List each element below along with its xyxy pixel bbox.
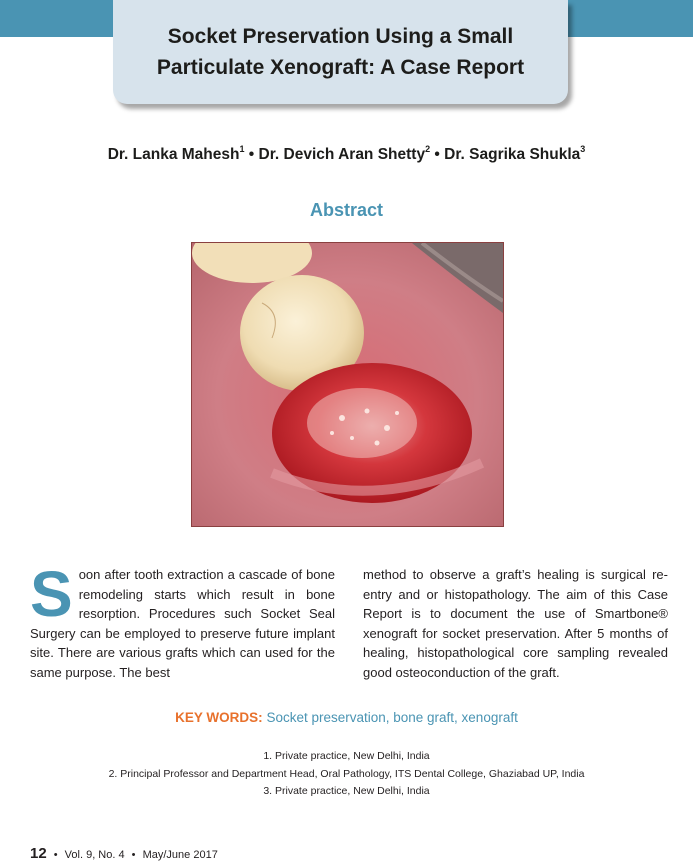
affiliation-item: 2. Principal Professor and Department Head, Oral Pathology, ITS Dental College, Ghaziabad UP, India [108,767,585,780]
keywords-line [0,710,693,725]
author-name: Dr. Devich Aran Shetty [258,146,426,163]
affiliations [0,748,693,801]
keywords-label: KEY WORDS: [175,710,263,725]
affiliation-item: 1. Private practice, New Delhi, India [263,750,430,762]
article-title-line-1: Socket Preservation Using a Small [167,25,514,48]
author-list [0,146,693,164]
page-footer [30,845,222,862]
volume-info: Vol. 9, No. 4 [64,849,125,861]
footer-separator: • [53,849,58,861]
author-affiliation-marker: 1 [239,144,245,154]
footer-separator: • [131,849,136,861]
issue-date: May/June 2017 [142,849,218,861]
article-title-line-2: Particulate Xenograft: A Case Report [156,56,525,79]
abstract-heading: Abstract [309,200,384,220]
clinical-photo [191,242,504,527]
author-separator: • [430,146,445,163]
title-box [113,0,568,104]
abstract-column-left [30,558,335,682]
abstract-text-left: oon after tooth extraction a cascade of bone remodeling starts which result in bone resorption. Procedures such Socket Seal Surgery can be employed to preserve future implant site. There are various grafts which can used for the same purpose. The best [30,567,335,680]
drop-cap: S [30,558,73,630]
author-affiliation-marker: 3 [580,144,586,154]
author-separator: • [244,146,259,163]
abstract-column-right: method to observe a graft’s healing is surgical re-entry and or histopathology. The aim of this Case Report is to document the use of Smartbone® xenograft for socket preservation. After 5 months of healing, histopathological core sampling revealed good osteoconduction of the graft. [363,567,668,680]
author-name: Dr. Sagrika Shukla [444,146,581,163]
keywords-text: Socket preservation, bone graft, xenograft [266,710,518,725]
page-number: 12 [30,845,47,862]
author-affiliation-marker: 2 [425,144,431,154]
affiliation-item: 3. Private practice, New Delhi, India [263,785,430,797]
author-name: Dr. Lanka Mahesh [107,146,240,163]
